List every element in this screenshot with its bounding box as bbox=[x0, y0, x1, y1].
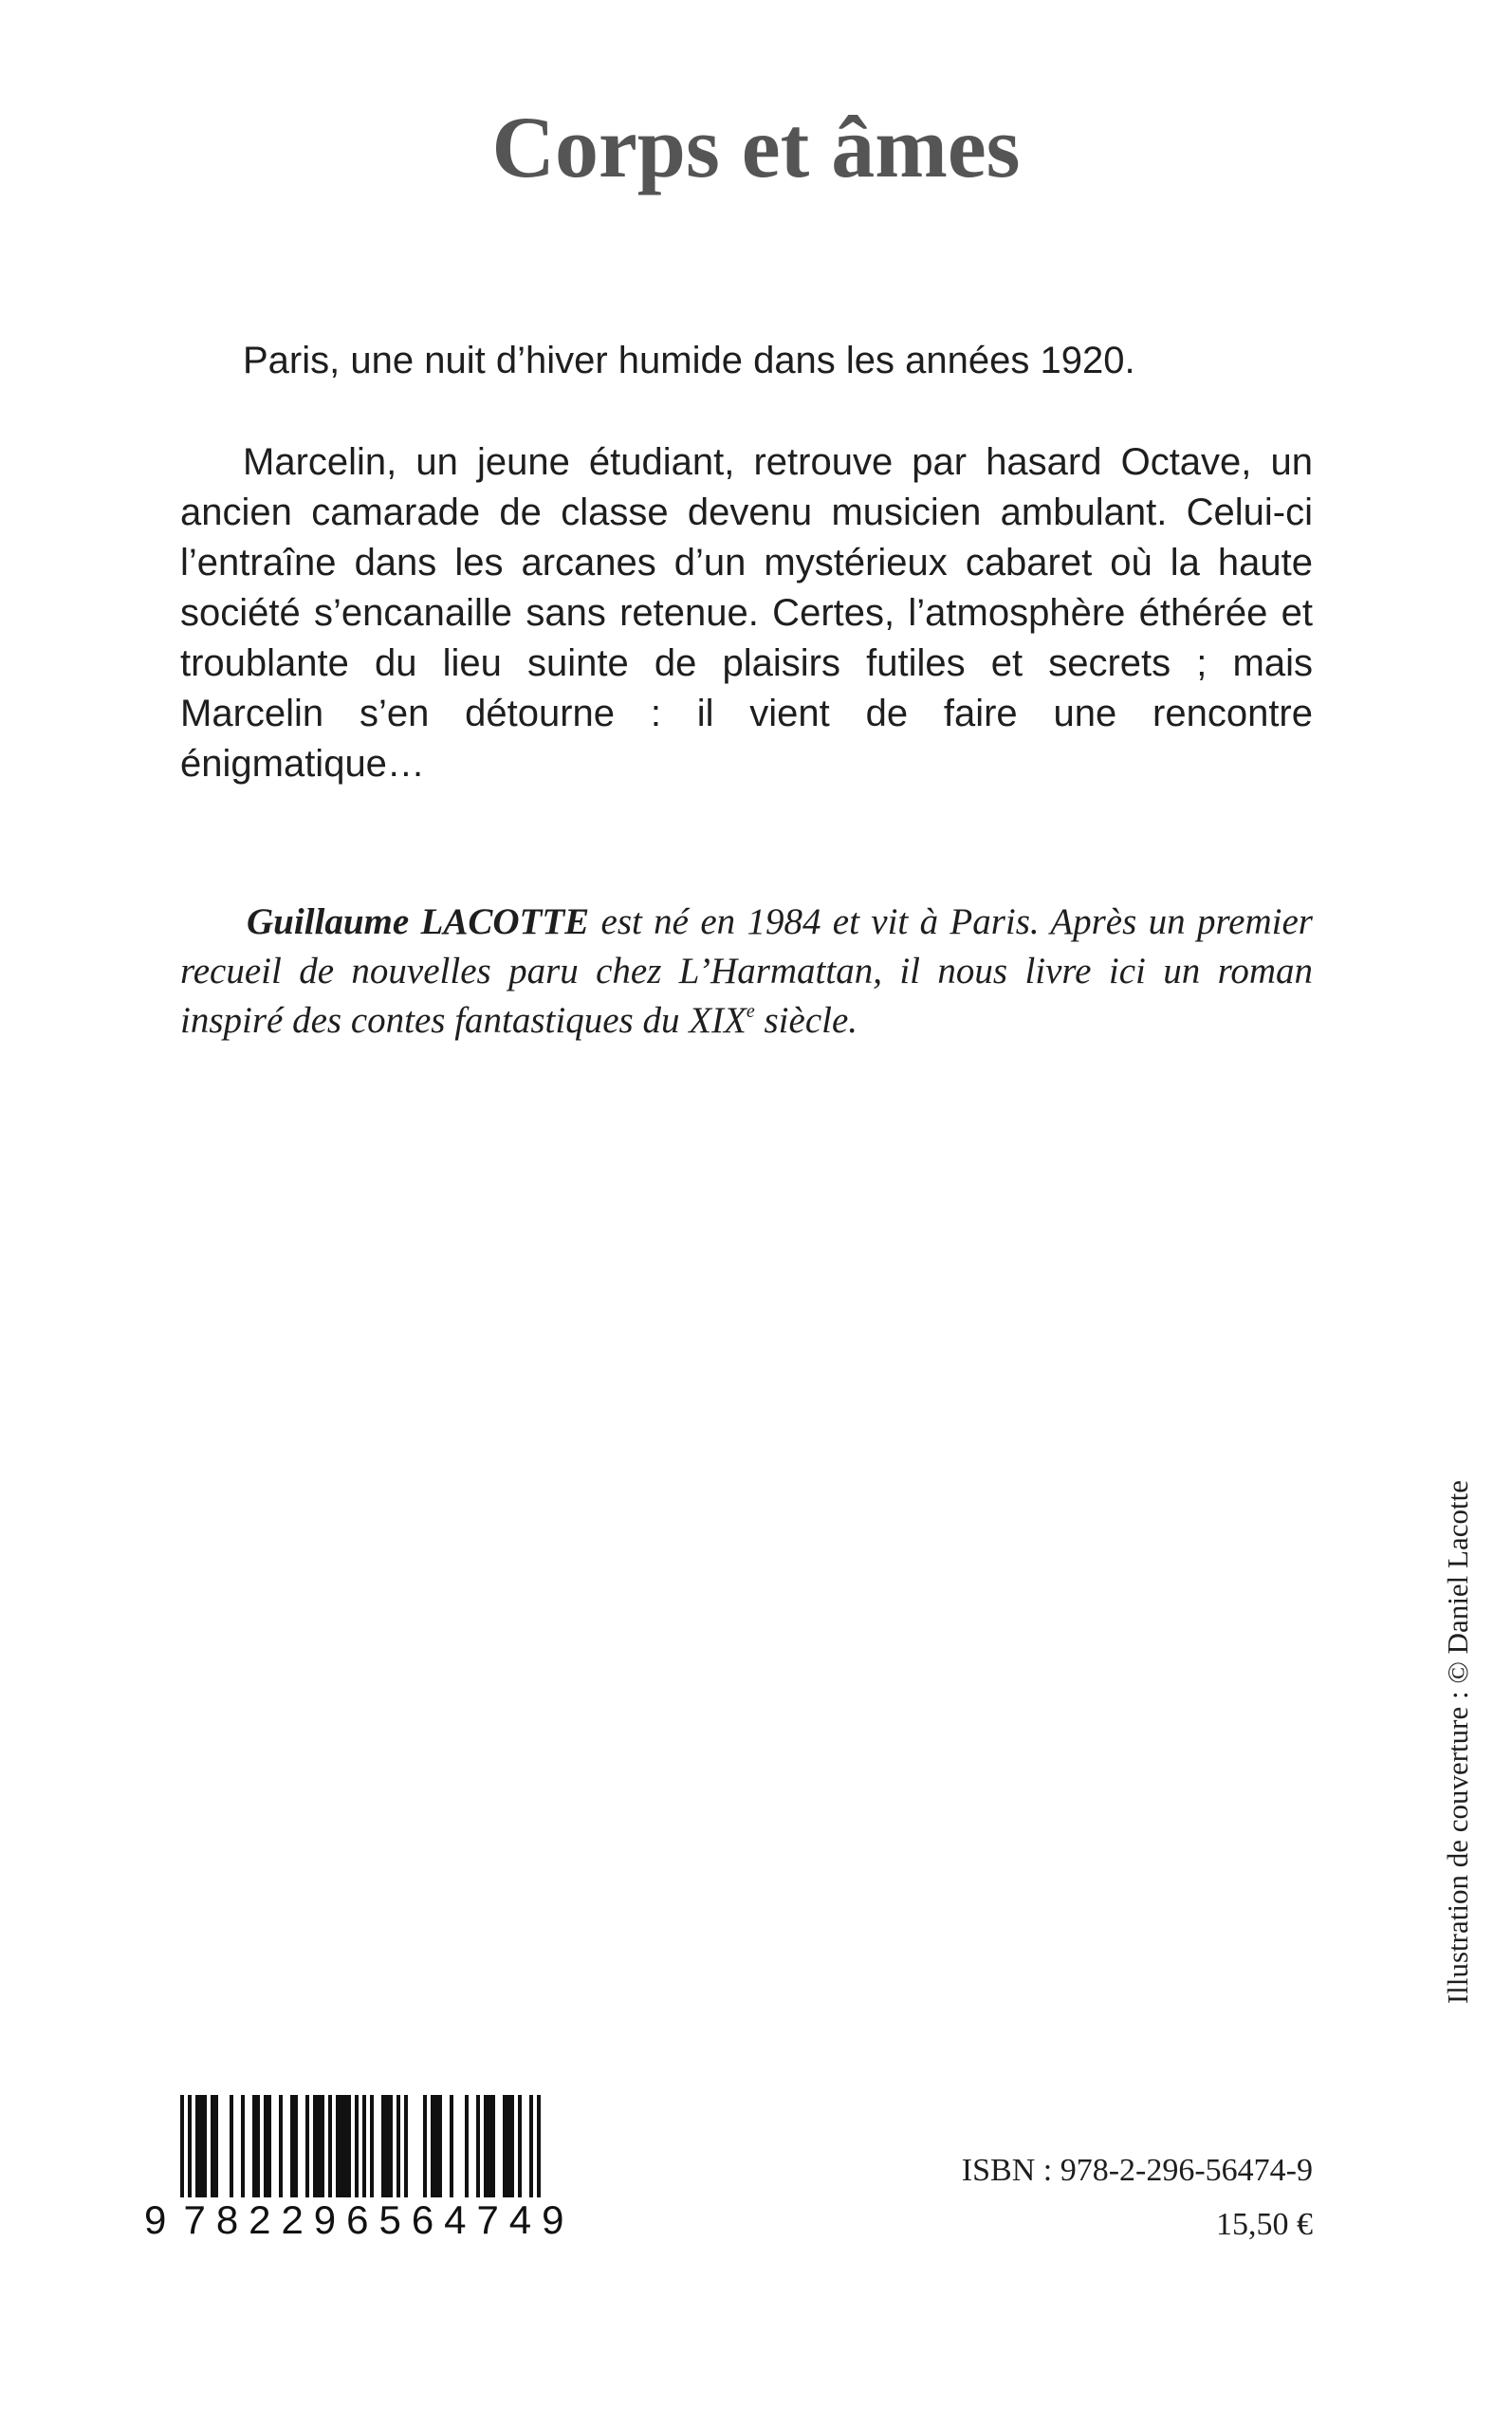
author-name: Guillaume LACOTTE bbox=[247, 901, 590, 942]
barcode-left-digit: 2 bbox=[281, 2197, 304, 2242]
barcode-right-digit: 4 bbox=[444, 2197, 467, 2242]
barcode-bar bbox=[347, 2095, 351, 2197]
barcode-right-digit: 4 bbox=[508, 2197, 532, 2242]
barcode-bar bbox=[434, 2095, 438, 2197]
summary-paragraph-plot: Marcelin, un jeune étudiant, retrouve par hasard Octave, un ancien camarade de classe devenu musicien ambulant. Celui-ci l’entraîne dans les arcanes d’un mystérieux cabaret où la haute société s’encanaille sans retenue. Certes, l’atmosphère éthérée et troublante du lieu suinte de plaisirs futiles et secrets ; mais Marcelin s’en détourne : il vient de faire une rencontre énigmatique… bbox=[180, 441, 1313, 785]
barcode-bar bbox=[214, 2095, 218, 2197]
barcode-bar bbox=[230, 2095, 233, 2197]
barcode-bar bbox=[195, 2095, 199, 2197]
summary-paragraph-setting: Paris, une nuit d’hiver humide dans les années 1920. bbox=[243, 340, 1135, 381]
barcode-left-digit: 9 bbox=[313, 2197, 337, 2242]
barcode-bar bbox=[385, 2095, 389, 2197]
price: 15,50 € bbox=[1216, 2207, 1313, 2242]
barcode-bar bbox=[404, 2095, 408, 2197]
barcode-bar bbox=[381, 2095, 385, 2197]
barcode-bar bbox=[199, 2095, 203, 2197]
century-superscript: e bbox=[746, 1001, 755, 1022]
barcode-bar bbox=[396, 2095, 400, 2197]
barcode-bar bbox=[290, 2095, 294, 2197]
barcode-bar bbox=[423, 2095, 427, 2197]
barcode-bar bbox=[450, 2095, 453, 2197]
barcode-bar bbox=[211, 2095, 214, 2197]
author-bio-text-end: siècle. bbox=[754, 1000, 858, 1041]
barcode-bar bbox=[203, 2095, 207, 2197]
barcode-right-digit: 9 bbox=[542, 2197, 564, 2242]
barcode-right-group bbox=[374, 2197, 569, 2243]
barcode-left-digit: 6 bbox=[346, 2197, 369, 2242]
barcode-bar bbox=[343, 2095, 347, 2197]
barcode-bar bbox=[484, 2095, 488, 2197]
barcode-left-group bbox=[178, 2197, 374, 2243]
barcode-digits bbox=[144, 2197, 569, 2243]
author-biography bbox=[180, 898, 1313, 1046]
barcode-bar bbox=[294, 2095, 298, 2197]
barcode-bar bbox=[305, 2095, 309, 2197]
barcode-bar bbox=[491, 2095, 495, 2197]
barcode-bar bbox=[321, 2095, 324, 2197]
barcode-bar bbox=[313, 2095, 317, 2197]
back-cover-summary bbox=[180, 336, 1313, 789]
barcode-bar bbox=[370, 2095, 374, 2197]
barcode-bar bbox=[431, 2095, 434, 2197]
barcode-lead-digit: 9 bbox=[144, 2197, 167, 2242]
barcode-bar bbox=[488, 2095, 491, 2197]
barcode-bar bbox=[389, 2095, 393, 2197]
barcode-left-digit: 2 bbox=[249, 2197, 271, 2242]
barcode-bar bbox=[510, 2095, 514, 2197]
barcode-bar bbox=[340, 2095, 343, 2197]
barcode-bar bbox=[264, 2095, 267, 2197]
barcode-bar bbox=[507, 2095, 510, 2197]
barcode-bar bbox=[317, 2095, 321, 2197]
barcode-bar bbox=[465, 2095, 469, 2197]
barcode-left-digit: 7 bbox=[183, 2197, 206, 2242]
barcode-bar bbox=[438, 2095, 442, 2197]
barcode-bar bbox=[279, 2095, 283, 2197]
barcode-bar bbox=[336, 2095, 340, 2197]
barcode-right-digit: 5 bbox=[378, 2197, 401, 2242]
barcode-bar bbox=[252, 2095, 256, 2197]
barcode-bar bbox=[476, 2095, 480, 2197]
barcode-right-digit: 7 bbox=[476, 2197, 499, 2242]
cover-illustration-credit: Illustration de couverture : © Daniel Lacotte bbox=[1441, 1480, 1474, 2005]
barcode-bar bbox=[256, 2095, 260, 2197]
author-bio-text: est né en 1984 et vit à Paris. Après un premier recueil de nouvelles paru chez L’Harmattan, il nous livre ici un roman inspiré des contes fantastiques du XIX bbox=[180, 901, 1313, 1041]
barcode-bar bbox=[267, 2095, 271, 2197]
barcode-bar bbox=[328, 2095, 332, 2197]
barcode-right-digit: 6 bbox=[411, 2197, 434, 2242]
book-title: Corps et âmes bbox=[491, 99, 1021, 195]
isbn-number: ISBN : 978-2-296-56474-9 bbox=[961, 2153, 1313, 2188]
barcode-left-digit: 8 bbox=[215, 2197, 239, 2242]
barcode-bar bbox=[503, 2095, 507, 2197]
barcode-bar bbox=[518, 2095, 522, 2197]
barcode-bar bbox=[241, 2095, 245, 2197]
